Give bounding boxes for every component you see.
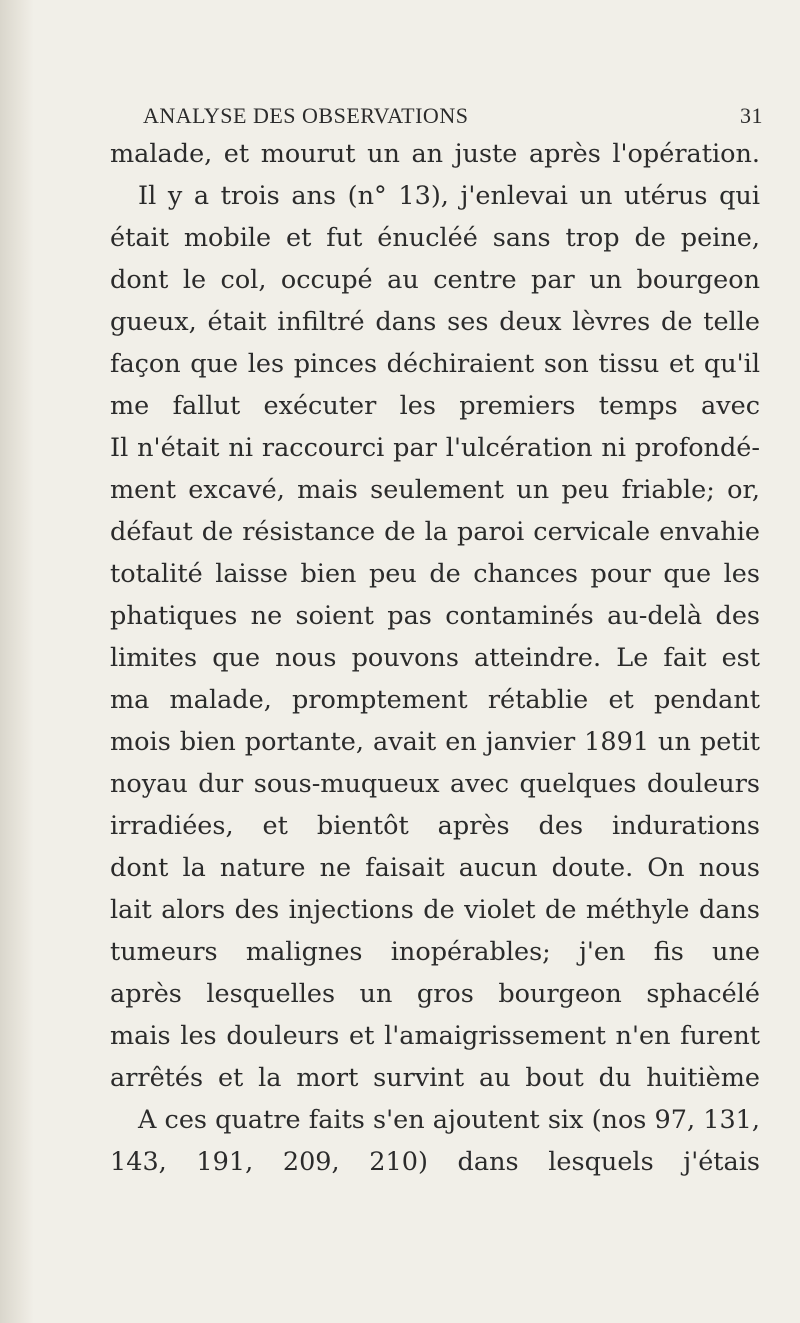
text-line: lait alors des injections de violet de méthyle dans (110, 895, 760, 925)
text-line: ment excavé, mais seulement un peu friable; or, (110, 475, 760, 505)
text-line: Il y a trois ans (n° 13), j'enlevai un utérus qui (138, 181, 760, 211)
text-line: ma malade, promptement rétablie et pendant (110, 685, 760, 715)
text-line: tumeurs malignes inopérables; j'en fis une (110, 937, 760, 967)
text-line: arrêtés et la mort survint au bout du huitième (110, 1063, 760, 1093)
text-line: me fallut exécuter les premiers temps avec (110, 391, 760, 421)
text-line: A ces quatre faits s'en ajoutent six (nos 97, 131, (138, 1105, 760, 1135)
page-number: 31 (740, 103, 763, 128)
text-line: irradiées, et bientôt après des indurations (110, 811, 760, 841)
text-line: gueux, était infiltré dans ses deux lèvres de telle (110, 307, 760, 337)
text-line: mois bien portante, avait en janvier 1891 un petit (110, 727, 760, 757)
text-line: dont la nature ne faisait aucun doute. On nous (110, 853, 760, 883)
text-line: dont le col, occupé au centre par un bourgeon (110, 265, 760, 295)
running-title: ANALYSE DES OBSERVATIONS (143, 103, 469, 128)
text-line: noyau dur sous-muqueux avec quelques douleurs (110, 769, 760, 799)
text-line: était mobile et fut énucléé sans trop de peine, (110, 223, 760, 253)
text-line: mais les douleurs et l'amaigrissement n'en furent (110, 1021, 760, 1051)
text-line: après lesquelles un gros bourgeon sphacélé (110, 979, 760, 1009)
text-line: défaut de résistance de la paroi cervicale envahie (110, 517, 760, 547)
text-line: malade, et mourut un an juste après l'opération. (110, 139, 760, 169)
text-line: phatiques ne soient pas contaminés au-delà des (110, 601, 760, 631)
page-gutter-shadow (0, 0, 34, 1323)
running-header (143, 103, 763, 133)
text-line: limites que nous pouvons atteindre. Le fait est (110, 643, 760, 673)
text-line: totalité laisse bien peu de chances pour que les (110, 559, 760, 589)
body-text (110, 133, 760, 1183)
text-line: Il n'était ni raccourci par l'ulcération ni profondé- (110, 433, 760, 463)
text-line: 143, 191, 209, 210) dans lesquels j'étais (110, 1147, 760, 1177)
text-line: façon que les pinces déchiraient son tissu et qu'il (110, 349, 760, 379)
